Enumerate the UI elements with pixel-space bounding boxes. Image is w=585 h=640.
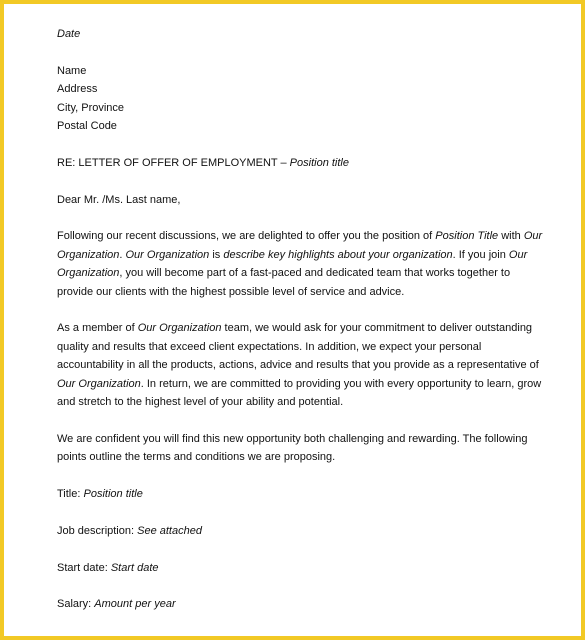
text-run: Our — [523, 230, 543, 242]
text-run: describe key highlights about your organization — [223, 249, 453, 261]
para1-line3 — [57, 267, 510, 279]
term-label: Salary: — [57, 598, 95, 610]
term-value: Start date — [110, 562, 159, 574]
salutation: Dear Mr. /Ms. Last name, — [57, 194, 181, 206]
date-line: Date — [57, 28, 81, 40]
text-run: . In return, we are committed to providing you with every opportunity to learn, grow — [140, 378, 542, 390]
term-label: Title: — [57, 488, 84, 500]
para2-line3: accountability in all the products, actions, advice and results that you provide as a representative of — [57, 359, 539, 371]
term-value: Amount per year — [94, 598, 176, 610]
text-run: Our Organization — [125, 249, 210, 261]
subject-prefix: RE: LETTER OF OFFER OF EMPLOYMENT – — [57, 157, 290, 169]
term-start-date — [57, 562, 159, 574]
para1-line2 — [57, 249, 527, 261]
term-job-description — [57, 525, 202, 537]
term-value: Position title — [83, 488, 143, 500]
para3-line1: We are confident you will find this new opportunity both challenging and rewarding. The following — [57, 433, 528, 445]
text-run: Organization — [57, 249, 120, 261]
para1-line1 — [57, 230, 542, 242]
recipient-postal-code: Postal Code — [57, 120, 117, 132]
text-run: with — [498, 230, 524, 242]
term-salary — [57, 598, 176, 610]
text-run: Our — [508, 249, 528, 261]
text-run: is — [209, 249, 224, 261]
text-run: Our Organization — [137, 322, 222, 334]
para2-line4 — [57, 378, 541, 390]
recipient-address: Address — [57, 83, 98, 95]
recipient-city-province: City, Province — [57, 102, 125, 114]
text-run: Position Title — [435, 230, 499, 242]
para2-line2: quality and results that exceed client expectations. In addition, we expect your personal — [57, 341, 482, 353]
letter-page — [4, 4, 581, 636]
term-label: Job description: — [57, 525, 138, 537]
subject-line — [57, 157, 349, 169]
text-run: team, we would ask for your commitment to deliver outstanding — [221, 322, 533, 334]
term-label: Start date: — [57, 562, 111, 574]
text-run: Organization — [57, 267, 120, 279]
term-title — [57, 488, 143, 500]
text-run: Our Organization — [57, 378, 141, 390]
text-run: As a member of — [57, 322, 138, 334]
text-run: . — [119, 249, 126, 261]
text-run: Following our recent discussions, we are delighted to offer you the position of — [57, 230, 436, 242]
term-value: See attached — [137, 525, 202, 537]
recipient-name: Name — [57, 65, 87, 77]
para3-line2: points outline the terms and conditions we are proposing. — [57, 451, 336, 463]
para2-line5: and stretch to the highest level of your ability and potential. — [57, 396, 344, 408]
para1-line4: provide our clients with the highest possible level of service and advice. — [57, 286, 405, 298]
text-run: , you will become part of a fast-paced and dedicated team that works together to — [119, 267, 511, 279]
subject-position: Position title — [289, 157, 349, 169]
para2-line1 — [57, 322, 532, 334]
text-run: . If you join — [452, 249, 509, 261]
